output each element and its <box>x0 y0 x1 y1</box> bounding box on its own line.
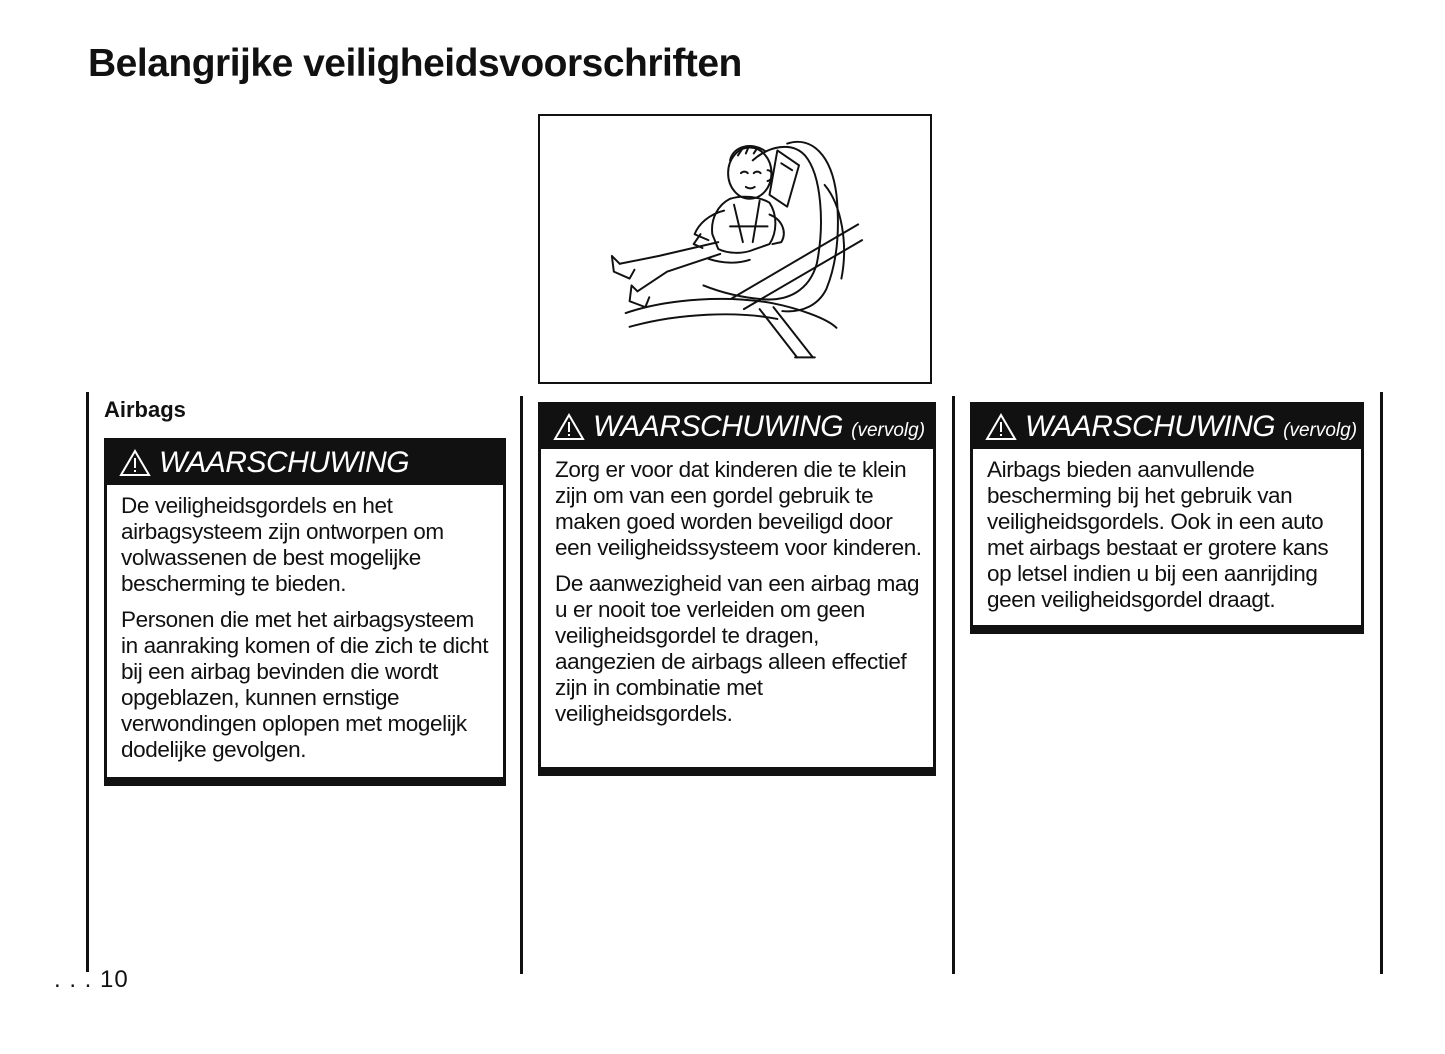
warning-box-2 <box>538 402 936 776</box>
warning-title: WAARSCHUWING <box>593 410 844 443</box>
column-rule-left <box>86 392 89 972</box>
warning-triangle-icon <box>119 449 151 477</box>
child-in-car-seat-illustration <box>540 116 930 382</box>
warning-title: WAARSCHUWING <box>159 446 410 479</box>
warning-body <box>107 485 503 773</box>
page-number: . . . 10 <box>54 966 129 993</box>
warning-box-1 <box>104 438 506 786</box>
warning-title-suffix: (vervolg) <box>1283 420 1358 441</box>
warning-paragraph: Airbags bieden aanvullende bescherming bij het gebruik van veiligheidsgordels. Ook in een auto met airbags bestaat er grotere kans op letsel indien u bij een aanrijding geen veiligheidsgordel draagt. <box>987 457 1329 612</box>
section-title-airbags: Airbags <box>104 397 186 422</box>
warning-paragraph: Zorg er voor dat kinderen die te klein zijn om van een gordel gebruik te maken goed worden beveiligd door een veiligheidssysteem voor kinderen. <box>555 457 922 560</box>
warning-paragraph: Personen die met het airbagsysteem in aanraking komen of die zich te dicht bij een airbag bevinden die wordt opgeblazen, kunnen ernstige verwondingen oplopen met mogelijk dodelijke gevolgen. <box>121 607 489 762</box>
warning-triangle-icon <box>553 413 585 441</box>
warning-header <box>541 405 933 449</box>
column-rule-center-left <box>520 396 523 974</box>
warning-title: WAARSCHUWING <box>1025 410 1276 443</box>
warning-title-suffix: (vervolg) <box>851 420 926 441</box>
column-rule-right <box>1380 392 1383 974</box>
warning-body <box>973 449 1361 623</box>
child-seat-figure <box>538 114 932 384</box>
warning-paragraph: De veiligheidsgordels en het airbagsysteem zijn ontworpen om volwassenen de best mogelijke bescherming te bieden. <box>121 493 444 596</box>
warning-paragraph: De aanwezigheid van een airbag mag u er nooit toe verleiden om geen veiligheidsgordel te dragen, aangezien de airbags alleen effectief zijn in combinatie met veiligheidsgordels. <box>555 571 920 726</box>
warning-header <box>973 405 1361 449</box>
warning-body <box>541 449 933 737</box>
warning-header <box>107 441 503 485</box>
page-title: Belangrijke veiligheidsvoorschriften <box>88 42 742 85</box>
warning-triangle-icon <box>985 413 1017 441</box>
warning-box-3 <box>970 402 1364 634</box>
column-rule-center-right <box>952 396 955 974</box>
